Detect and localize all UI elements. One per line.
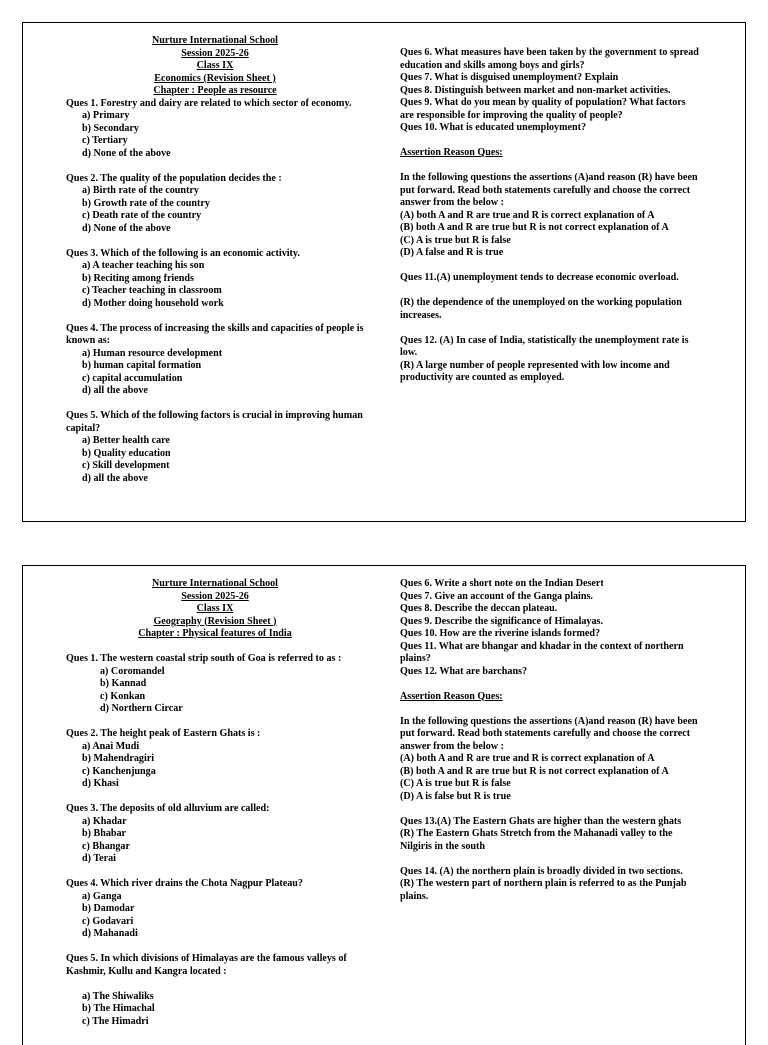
- short-question: Ques 10. What is educated unemployment?: [400, 122, 586, 133]
- option: b) Growth rate of the country: [82, 197, 210, 209]
- right-column: [400, 578, 700, 903]
- option: a) Khadar: [82, 815, 127, 827]
- assertion: Ques 11.(A) unemployment tends to decrease economic overload.: [400, 272, 679, 283]
- mcq-2: [66, 173, 364, 236]
- assertion-reason-title: Assertion Reason Ques:: [400, 147, 503, 158]
- short-question: Ques 6. What measures have been taken by the government to spread education and skills among boys and girls?: [400, 47, 699, 71]
- right-column: [400, 47, 700, 385]
- assertion-reason-intro: In the following questions the assertions (A)and reason (R) have been put forward. Read both statements carefully and choose the correct answer from the below :: [400, 172, 698, 208]
- mcq-1: [66, 98, 364, 161]
- geography-revision-sheet: [22, 565, 746, 1045]
- option: a) Anai Mudi: [82, 740, 140, 752]
- option: d) Northern Circar: [100, 703, 183, 714]
- short-question: Ques 7. Give an account of the Ganga plains.: [400, 590, 593, 602]
- option: a) Human resource development: [82, 347, 223, 359]
- option: b) Mahendragiri: [82, 753, 155, 764]
- short-question: Ques 10. How are the riverine islands formed?: [400, 628, 600, 639]
- ar-option: (B) both A and R are true but R is not correct explanation of A: [400, 765, 669, 777]
- option: b) Damodar: [82, 903, 135, 914]
- ar-option: (D) A false and R is true: [400, 247, 504, 258]
- option: b) Secondary: [82, 122, 139, 134]
- assertion-reason-intro: In the following questions the assertions (A)and reason (R) have been put forward. Read both statements carefully and choose the correct answer from the below :: [400, 715, 698, 752]
- option: c) Death rate of the country: [82, 210, 202, 221]
- reason: (R) A large number of people represented with low income and productivity are counted as employed.: [400, 359, 670, 383]
- session: Session 2025-26: [181, 47, 249, 59]
- mcq-5: [66, 953, 364, 1028]
- mcq-4: [66, 878, 364, 941]
- assertion: Ques 12. (A) In case of India, statistically the unemployment rate is low.: [400, 334, 689, 358]
- mcq-3: [66, 248, 364, 311]
- option: c) Teacher teaching in classroom: [82, 285, 222, 296]
- question-text: Ques 5. Which of the following factors is crucial in improving human capital?: [66, 410, 363, 434]
- ar-option: (B) both A and R are true but R is not correct explanation of A: [400, 222, 669, 233]
- option: b) human capital formation: [82, 360, 202, 371]
- option: c) The Himadri: [82, 1015, 149, 1027]
- option: d) Mahanadi: [82, 928, 138, 939]
- option: c) capital accumulation: [82, 372, 183, 384]
- option: c) Skill development: [82, 460, 170, 471]
- question-text: Ques 4. Which river drains the Chota Nagpur Plateau?: [66, 878, 303, 889]
- option: b) The Himachal: [82, 1003, 155, 1014]
- option: d) Mother doing household work: [82, 297, 224, 309]
- option: c) Godavari: [82, 915, 134, 927]
- reason: (R) The Eastern Ghats Stretch from the Mahanadi valley to the Nilgiris in the south: [400, 828, 673, 852]
- question-text: Ques 3. Which of the following is an economic activity.: [66, 247, 300, 259]
- option: d) None of the above: [82, 147, 171, 159]
- mcq-1: [66, 653, 364, 716]
- class: Class IX: [196, 603, 234, 614]
- mcq-5: [66, 410, 364, 485]
- subject: Geography (Revision Sheet ): [153, 615, 277, 627]
- short-question: Ques 8. Describe the deccan plateau.: [400, 603, 558, 614]
- school-name: Nurture International School: [152, 35, 278, 46]
- question-text: Ques 3. The deposits of old alluvium are called:: [66, 803, 270, 814]
- subject: Economics (Revision Sheet ): [154, 72, 276, 84]
- left-column: [66, 578, 364, 1028]
- assertion: Ques 13.(A) The Eastern Ghats are higher than the western ghats: [400, 815, 682, 827]
- question-text: Ques 5. In which divisions of Himalayas are the famous valleys of Kashmir, Kullu and Kangra located :: [66, 953, 347, 977]
- short-question: Ques 9. Describe the significance of Himalayas.: [400, 615, 603, 627]
- option: d) Khasi: [82, 778, 119, 789]
- sheet-header: [66, 578, 364, 641]
- short-question: Ques 7. What is disguised unemployment? Explain: [400, 72, 619, 83]
- option: a) Primary: [82, 110, 130, 121]
- short-question: Ques 9. What do you mean by quality of population? What factors are responsible for improving the quality of people?: [400, 97, 686, 121]
- option: a) Better health care: [82, 435, 170, 446]
- ar-option: (A) both A and R are true and R is correct explanation of A: [400, 753, 655, 764]
- reason: (R) the dependence of the unemployed on the working population increases.: [400, 297, 682, 321]
- short-question: Ques 11. What are bhangar and khadar in the context of northern plains?: [400, 640, 684, 664]
- ar-option: (C) A is true but R is false: [400, 778, 511, 789]
- option: d) None of the above: [82, 222, 171, 234]
- option: a) Coromandel: [100, 665, 165, 677]
- option: b) Reciting among friends: [82, 272, 194, 284]
- economics-revision-sheet: [22, 22, 746, 522]
- option: c) Tertiary: [82, 135, 128, 146]
- mcq-4: [66, 323, 364, 398]
- reason: (R) The western part of northern plain is referred to as the Punjab plains.: [400, 878, 687, 902]
- ar-option: (C) A is true but R is false: [400, 234, 511, 246]
- option: d) Terai: [82, 853, 116, 864]
- question-text: Ques 1. The western coastal strip south of Goa is referred to as :: [66, 653, 342, 664]
- question-text: Ques 2. The height peak of Eastern Ghats is :: [66, 728, 261, 739]
- option: a) Birth rate of the country: [82, 185, 199, 196]
- option: c) Bhangar: [82, 840, 130, 852]
- chapter: Chapter : Physical features of India: [138, 628, 292, 639]
- assertion-reason-title: Assertion Reason Ques:: [400, 690, 503, 702]
- option: d) all the above: [82, 472, 148, 484]
- sheet-header: [66, 35, 364, 98]
- option: a) Ganga: [82, 890, 122, 902]
- short-question: Ques 6. Write a short note on the Indian Desert: [400, 578, 604, 589]
- option: a) A teacher teaching his son: [82, 260, 205, 271]
- mcq-3: [66, 803, 364, 866]
- option: d) all the above: [82, 385, 148, 396]
- left-column: [66, 35, 364, 485]
- assertion: Ques 14. (A) the northern plain is broadly divided in two sections.: [400, 865, 683, 877]
- option: b) Bhabar: [82, 828, 127, 839]
- question-text: Ques 4. The process of increasing the skills and capacities of people is known as:: [66, 322, 364, 346]
- option: c) Konkan: [100, 690, 146, 702]
- ar-option: (A) both A and R are true and R is correct explanation of A: [400, 209, 655, 221]
- school-name: Nurture International School: [152, 578, 278, 589]
- short-question: Ques 12. What are barchans?: [400, 665, 528, 677]
- session: Session 2025-26: [181, 590, 249, 602]
- question-text: Ques 1. Forestry and dairy are related to which sector of economy.: [66, 97, 352, 109]
- class: Class IX: [196, 60, 234, 71]
- mcq-2: [66, 728, 364, 791]
- short-question: Ques 8. Distinguish between market and non-market activities.: [400, 84, 671, 96]
- option: b) Quality education: [82, 447, 171, 459]
- ar-option: (D) A is false but R is true: [400, 790, 511, 802]
- question-text: Ques 2. The quality of the population decides the :: [66, 172, 282, 184]
- chapter: Chapter : People as resource: [153, 85, 277, 96]
- option: a) The Shiwaliks: [82, 990, 154, 1002]
- option: c) Kanchenjunga: [82, 765, 156, 777]
- option: b) Kannad: [100, 678, 147, 689]
